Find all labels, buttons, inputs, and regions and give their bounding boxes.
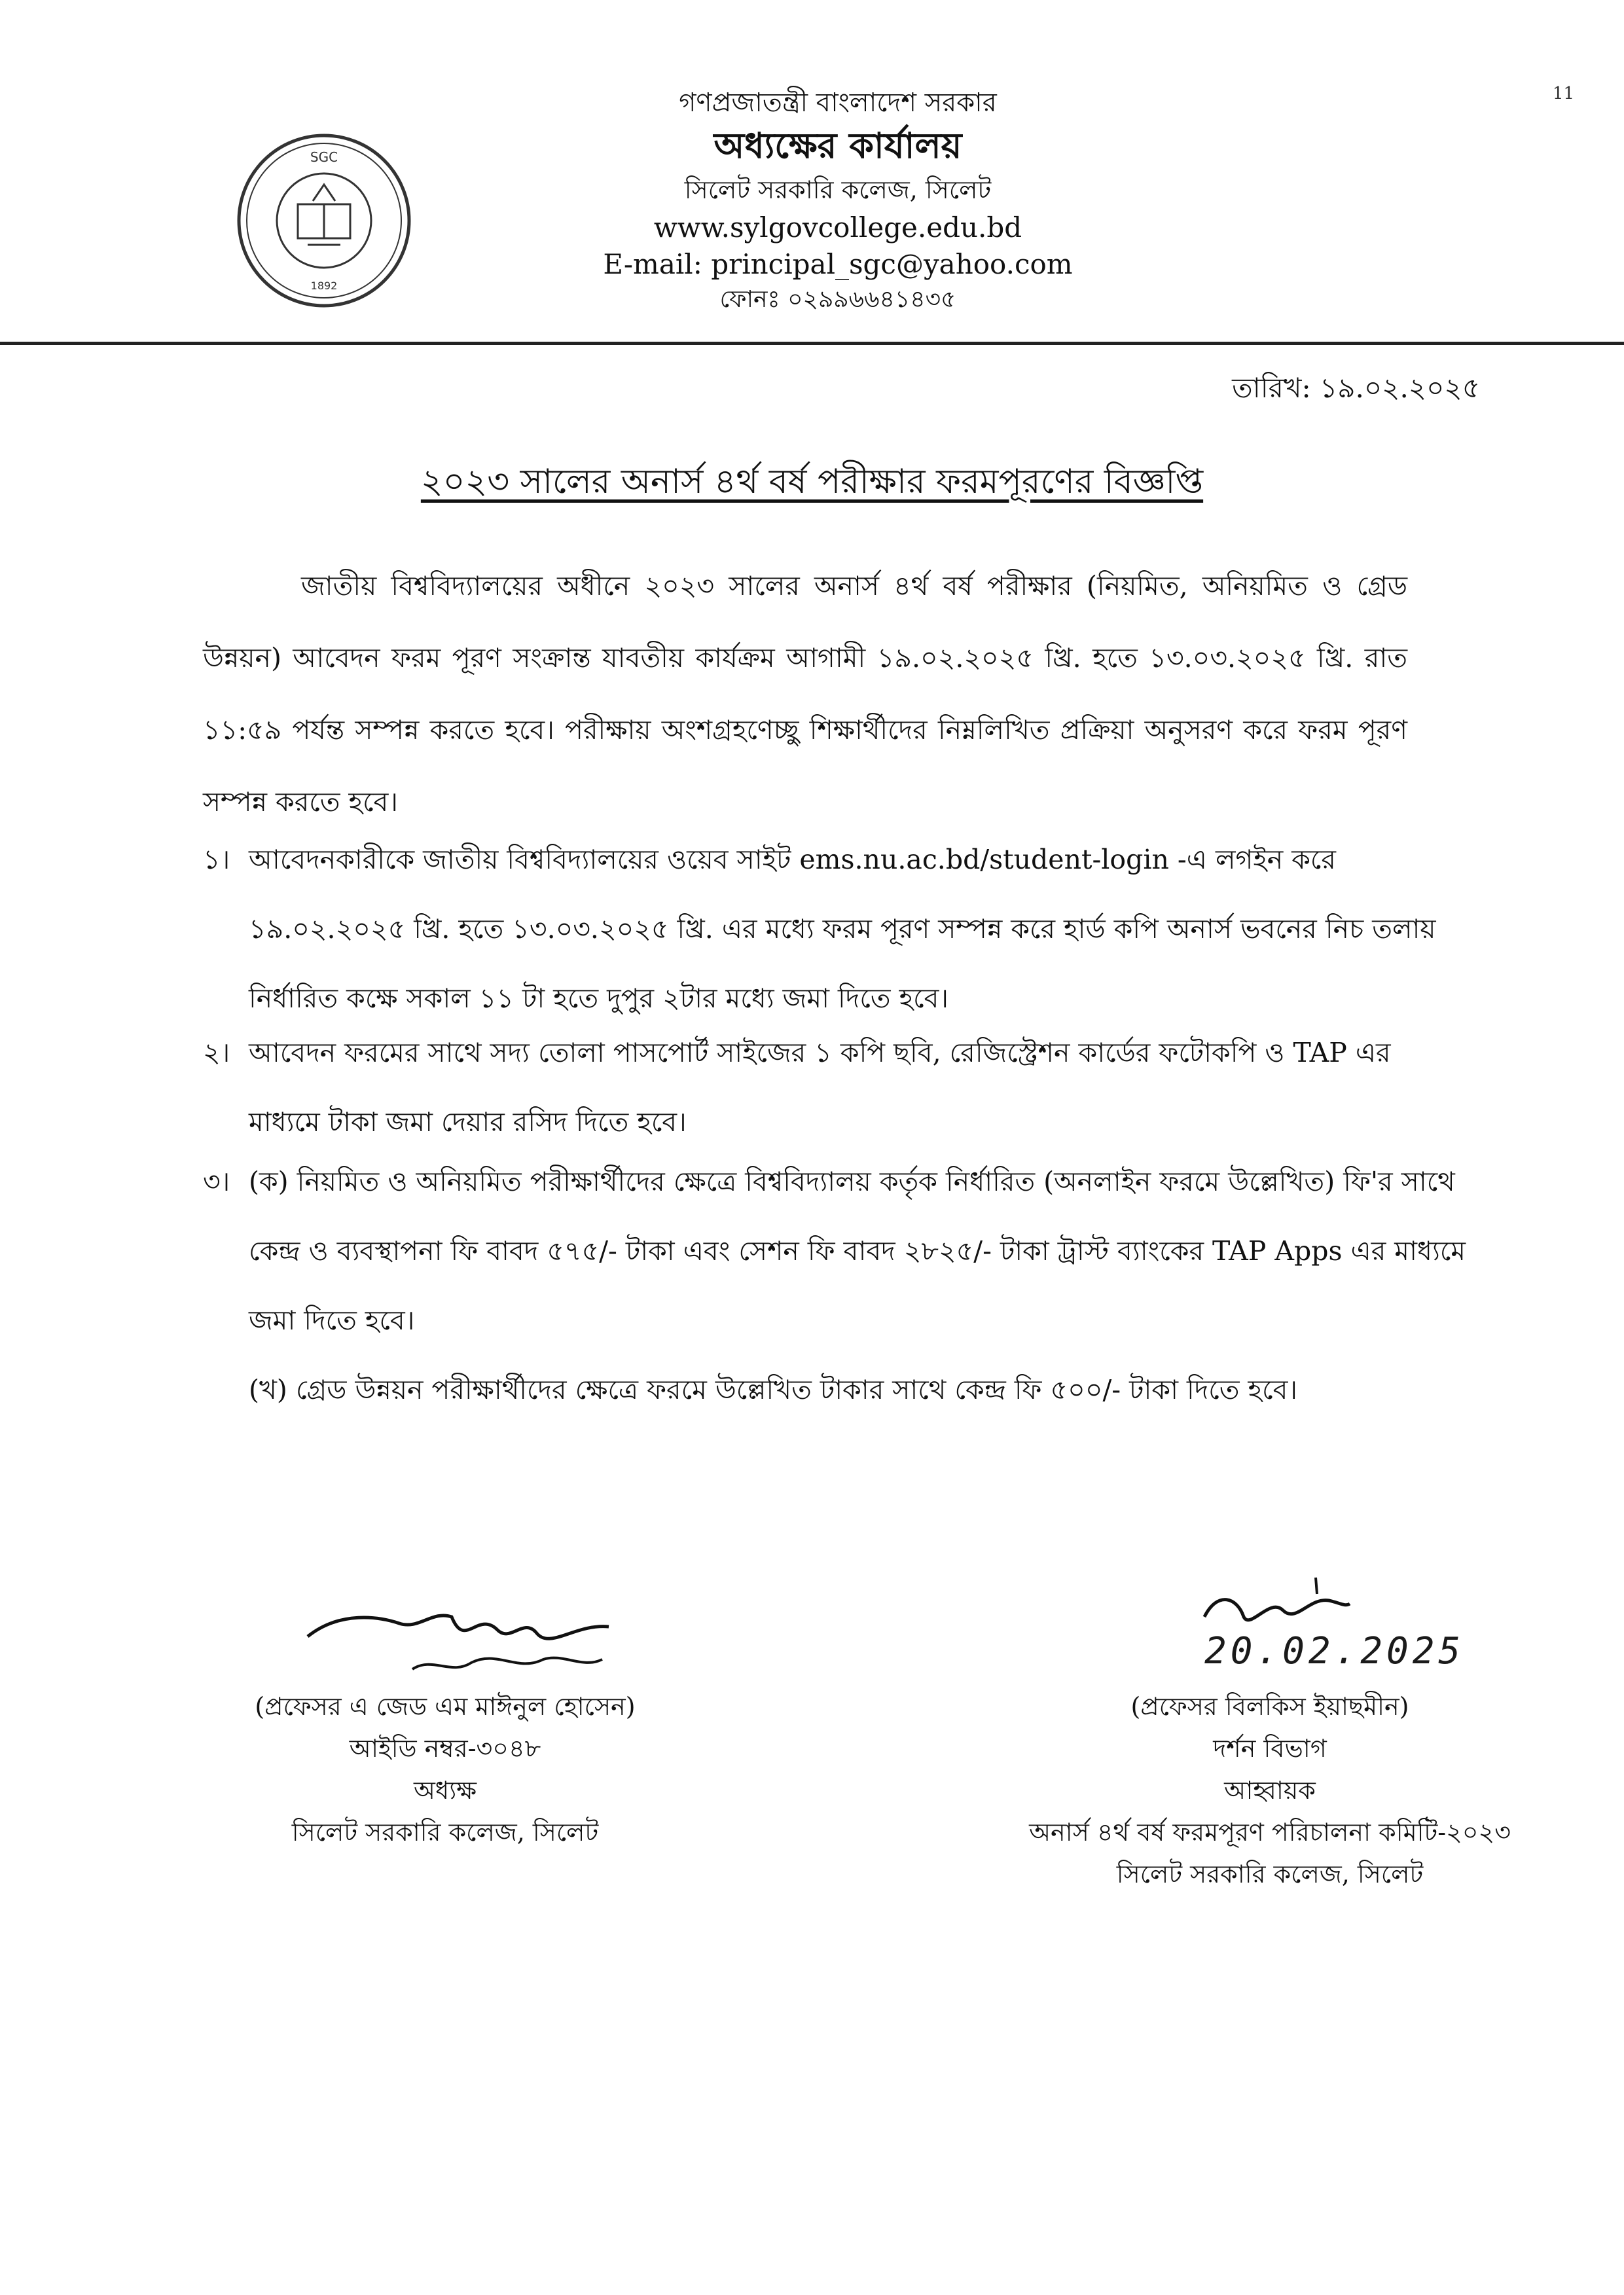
college-seal-icon [236, 132, 412, 309]
phone-number: ফোনঃ ০২৯৯৬৬৪১৪৩৫ [719, 286, 956, 313]
website-link[interactable]: www.sylgovcollege.edu.bd [653, 211, 1022, 244]
item-number: ১। [203, 844, 230, 875]
notice-title-wrap [0, 455, 1624, 512]
convener-signature-block [982, 1686, 1558, 1895]
convener-department: দর্শন বিভাগ [1213, 1734, 1327, 1763]
office-name: অধ্যক্ষের কার্যালয় [713, 124, 962, 166]
header-divider [0, 342, 1624, 345]
convener-name: (প্রফেসর বিলকিস ইয়াছমীন) [1130, 1692, 1409, 1721]
item-number: ২। [203, 1037, 230, 1068]
notice-date: তারিখ: ১৯.০২.২০২৫ [1232, 372, 1480, 404]
item-number: ৩। [203, 1166, 230, 1197]
handwritten-date: 20.02.2025 [1204, 1630, 1465, 1672]
college-name: সিলেট সরকারি কলেজ, সিলেট [684, 175, 992, 204]
email-link[interactable]: E-mail: principal_sgc@yahoo.com [603, 248, 1073, 280]
intro-paragraph: জাতীয় বিশ্ববিদ্যালয়ের অধীনে ২০২৩ সালের অনার্স ৪র্থ বর্ষ পরীক্ষার (নিয়মিত, অনিয়মিত ও গ্রেড উন্নয়ন) আবেদন ফরম পূরণ সংক্রান্ত যাবতীয় কার্যক্রম আগামী ১৯.০২.২০২৫ খ্রি. হতে ১৩.০৩.২০২৫ খ্রি. রাত ১১:৫৯ পর্যন্ত সম্পন্ন করতে হবে। পরীক্ষায় অংশগ্রহণেচ্ছু শিক্ষার্থীদের নিম্নলিখিত প্রক্রিয়া অনুসরণ করে ফরম পূরণ সম্পন্ন করতে হবে। [203, 570, 1407, 818]
principal-id: আইডি নম্বর-৩০৪৮ [349, 1734, 541, 1763]
list-item: আবেদন ফরমের সাথে সদ্য তোলা পাসপোর্ট সাইজের ১ কপি ছবি, রেজিস্ট্রেশন কার্ডের ফটোকপি ও TAP এর মাধ্যমে টাকা জমা দেয়ার রসিদ দিতে হবে। [249, 1037, 1391, 1138]
svg-text:SGC: SGC [310, 149, 338, 165]
page-number: 11 [1553, 84, 1575, 103]
principal-name: (প্রফেসর এ জেড এম মাঈনুল হোসেন) [255, 1692, 636, 1721]
list-item: আবেদনকারীকে জাতীয় বিশ্ববিদ্যালয়ের ওয়েব সাইট ems.nu.ac.bd/student-login -এ লগইন করে ১৯.০২.২০২৫ খ্রি. হতে ১৩.০৩.২০২৫ খ্রি. এর মধ্যে ফরম পূরণ সম্পন্ন করে হার্ড কপি অনার্স ভবনের নিচ তলায় নির্ধারিত কক্ষে সকাল ১১ টা হতে দুপুর ২টার মধ্যে জমা দিতে হবে। [249, 844, 1436, 1014]
principal-institution: সিলেট সরকারি কলেজ, সিলেট [291, 1818, 599, 1847]
convener-role: আহ্বায়ক [1224, 1776, 1316, 1805]
principal-signature-icon [301, 1597, 615, 1689]
convener-institution: সিলেট সরকারি কলেজ, সিলেট [1116, 1860, 1424, 1888]
list-item: (খ) গ্রেড উন্নয়ন পরীক্ষার্থীদের ক্ষেত্রে ফরমে উল্লেখিত টাকার সাথে কেন্দ্র ফি ৫০০/- টাকা দিতে হবে। [249, 1374, 1298, 1405]
letterhead [511, 85, 1165, 317]
committee-name: অনার্স ৪র্থ বর্ষ ফরমপূরণ পরিচালনা কমিটি-২০২৩ [1029, 1818, 1511, 1847]
svg-text:1892: 1892 [310, 280, 338, 292]
list-item: (ক) নিয়মিত ও অনিয়মিত পরীক্ষার্থীদের ক্ষেত্রে বিশ্ববিদ্যালয় কর্তৃক নির্ধারিত (অনলাইন ফরমে উল্লেখিত) ফি'র সাথে কেন্দ্র ও ব্যবস্থাপনা ফি বাবদ ৫৭৫/- টাকা এবং সেশন ফি বাবদ ২৮২৫/- টাকা ট্রাস্ট ব্যাংকের TAP Apps এর মাধ্যমে জমা দিতে হবে। [249, 1166, 1466, 1336]
notice-title: ২০২৩ সালের অনার্স ৪র্থ বর্ষ পরীক্ষার ফরমপূরণের বিজ্ঞপ্তি [420, 462, 1204, 501]
government-name: গণপ্রজাতন্ত্রী বাংলাদেশ সরকার [679, 88, 997, 118]
principal-signature-block [223, 1686, 668, 1853]
principal-designation: অধ্যক্ষ [413, 1776, 477, 1805]
